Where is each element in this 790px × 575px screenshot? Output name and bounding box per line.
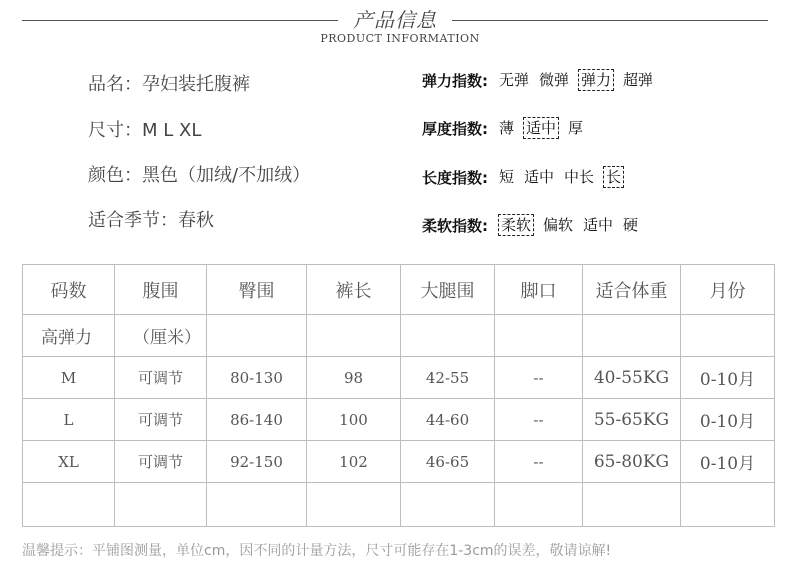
table-cell: 可调节 (115, 441, 207, 483)
index-option: 适中 (583, 216, 614, 234)
table-cell: 0-10月 (681, 357, 775, 399)
header-rule-right (452, 20, 768, 21)
index-option: 适中 (524, 168, 555, 186)
table-cell: -- (495, 399, 583, 441)
table-cell: 100 (307, 399, 401, 441)
index-row (422, 214, 647, 236)
table-cell: 臀围 (207, 265, 307, 315)
table-cell (495, 315, 583, 357)
table-row (23, 399, 775, 441)
table-header-row (23, 265, 775, 315)
table-cell (495, 483, 583, 527)
table-cell: 高弹力 (23, 315, 115, 357)
size-table (22, 264, 775, 527)
page-subtitle: PRODUCT INFORMATION (320, 32, 480, 45)
table-cell: XL (23, 441, 115, 483)
table-cell: M (23, 357, 115, 399)
table-cell: 44-60 (401, 399, 495, 441)
table-cell: 0-10月 (681, 441, 775, 483)
table-row (23, 441, 775, 483)
index-option: 薄 (499, 119, 515, 137)
table-cell (401, 315, 495, 357)
product-size: 尺寸：M L XL (88, 120, 202, 141)
table-row (23, 357, 775, 399)
index-label: 长度指数: (422, 168, 488, 187)
index-label: 厚度指数: (422, 119, 488, 138)
page-title: 产品信息 (353, 8, 437, 32)
index-option: 偏软 (543, 216, 574, 234)
table-cell: 92-150 (207, 441, 307, 483)
table-cell: 102 (307, 441, 401, 483)
table-cell: -- (495, 357, 583, 399)
index-option: 硬 (623, 216, 639, 234)
index-option: 短 (499, 168, 515, 186)
table-cell (401, 483, 495, 527)
table-cell (23, 483, 115, 527)
table-cell: 40-55KG (583, 357, 681, 399)
table-cell: -- (495, 441, 583, 483)
table-cell (307, 483, 401, 527)
table-cell (207, 483, 307, 527)
table-cell: 可调节 (115, 357, 207, 399)
table-cell: 裤长 (307, 265, 401, 315)
table-cell: 月份 (681, 265, 775, 315)
table-cell: 大腿围 (401, 265, 495, 315)
table-cell (115, 483, 207, 527)
table-cell (583, 483, 681, 527)
header-rule-left (22, 20, 338, 21)
table-cell: （厘米） (115, 315, 207, 357)
index-row (422, 117, 592, 139)
table-cell (681, 483, 775, 527)
table-cell: 腹围 (115, 265, 207, 315)
table-cell: 脚口 (495, 265, 583, 315)
table-cell (681, 315, 775, 357)
table-cell: 65-80KG (583, 441, 681, 483)
index-option: 超弹 (623, 71, 654, 89)
product-name: 品名：孕妇装托腹裤 (88, 74, 250, 95)
index-option: 微弹 (539, 71, 570, 89)
table-cell: 80-130 (207, 357, 307, 399)
index-option-selected: 长 (603, 166, 624, 188)
index-option: 无弹 (499, 71, 530, 89)
index-option: 中长 (564, 168, 595, 186)
footer-note: 温馨提示：平铺图测量，单位cm，因不同的计量方法，尺寸可能存在1-3cm的误差，敬请谅解! (22, 543, 612, 559)
table-cell (207, 315, 307, 357)
table-cell: 42-55 (401, 357, 495, 399)
index-option-selected: 弹力 (578, 69, 614, 91)
table-cell: 55-65KG (583, 399, 681, 441)
table-cell: L (23, 399, 115, 441)
table-cell: 86-140 (207, 399, 307, 441)
index-option-selected: 柔软 (498, 214, 534, 236)
table-cell: 46-65 (401, 441, 495, 483)
table-cell: 0-10月 (681, 399, 775, 441)
table-subheader-row (23, 315, 775, 357)
index-option-selected: 适中 (523, 117, 559, 139)
table-cell: 码数 (23, 265, 115, 315)
index-row (422, 69, 662, 91)
index-label: 柔软指数: (422, 216, 488, 235)
product-color: 颜色：黑色（加绒/不加绒） (88, 165, 311, 186)
table-cell: 适合体重 (583, 265, 681, 315)
table-cell (307, 315, 401, 357)
index-row (422, 166, 632, 188)
table-row (23, 483, 775, 527)
product-season: 适合季节：春秋 (88, 210, 214, 231)
table-cell: 98 (307, 357, 401, 399)
index-option: 厚 (568, 119, 584, 137)
table-cell (583, 315, 681, 357)
table-cell: 可调节 (115, 399, 207, 441)
index-label: 弹力指数: (422, 71, 488, 90)
